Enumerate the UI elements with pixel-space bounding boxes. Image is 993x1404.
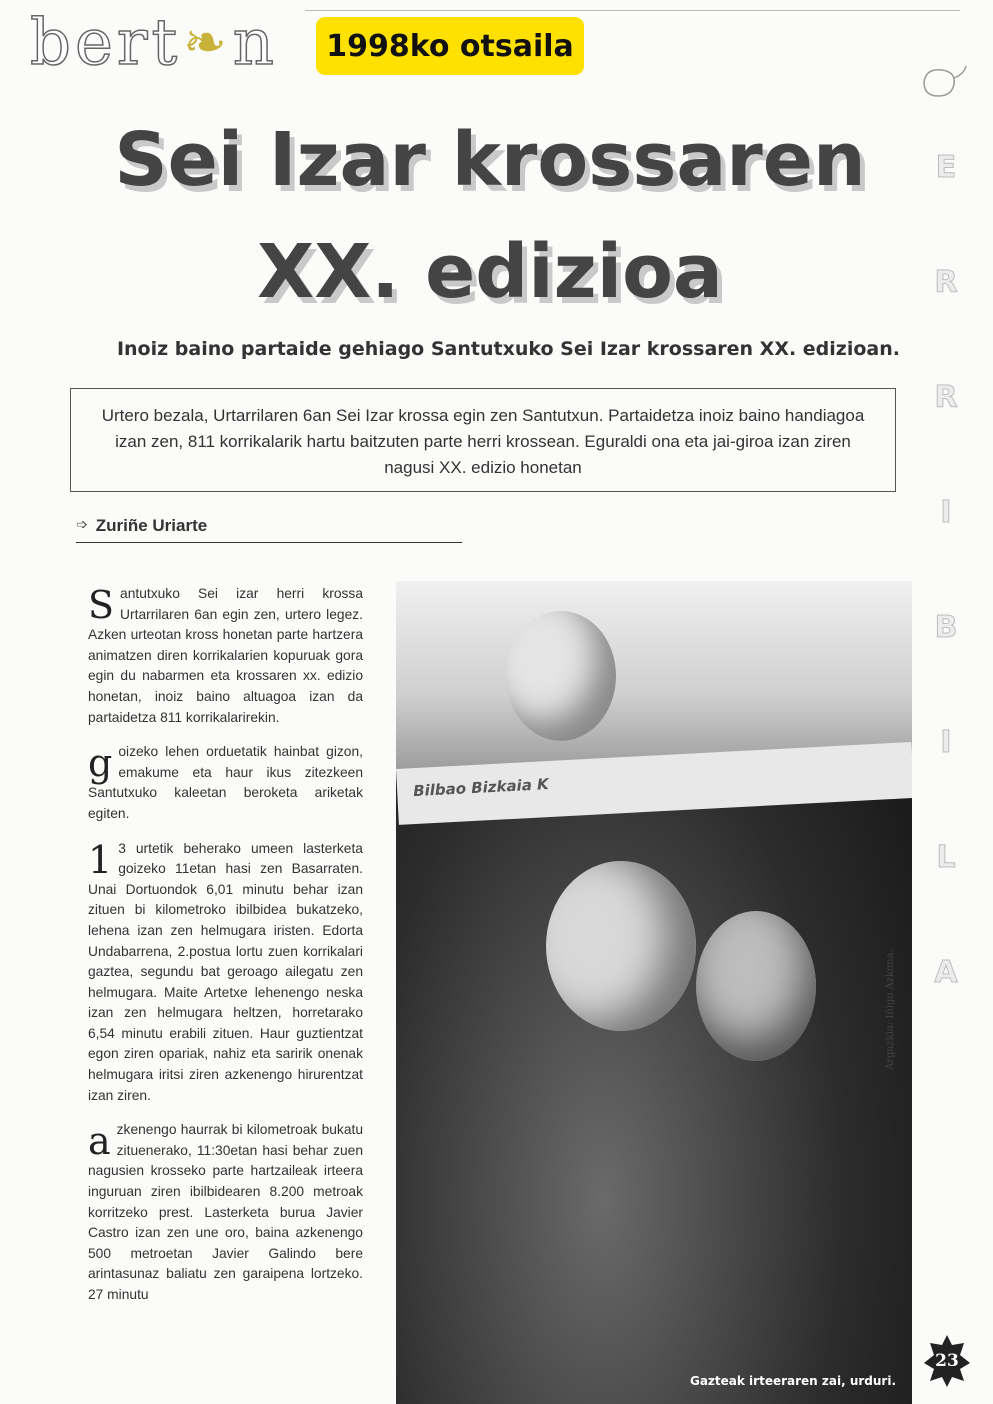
article-body [88,584,363,1320]
section-letter: I [940,495,952,530]
drop-cap: a [88,1119,111,1164]
photo-credit: Argazkia: Iñigo Azkona. [885,949,896,1070]
section-letter: I [940,725,952,760]
author-byline [76,516,462,543]
section-letter: R [934,380,958,415]
paragraph [88,742,363,824]
paragraph [88,584,363,728]
section-label-vertical [926,150,966,990]
paragraph-text: 3 urtetik beherako umeen lasterketa goizeko 11etan hasi zen Basarraten. Unai Dortuondok 6,01 minutu behar izan zituen bi kilometroko ibilbidea bukatzeko, lehena izan zen helmugara iristen. Edorta Undabarrena, 2.postua lortu zuen korrikalari gaztea, segundu bat geroago ailegatu zen helmugara. Maite Artetxe lehenengo neska izan zen helmugara heltzen, horretarako 6,54 minutu erabili zituen. Haur guztientzat egon ziren opariak, nahiz eta saririk onenak helmugara iritsi ziren azkenengo hirurentzat izan ziren. [88,840,363,1103]
photo-banner: Bilbao Bizkaia K [396,742,912,825]
logo-text-right: n [232,6,278,80]
section-letter: A [934,955,958,990]
lead-box: Urtero bezala, Urtarrilaren 6an Sei Izar krossa egin zen Santutxun. Partaidetza inoiz baino handiagoa izan zen, 811 korrikalarik hartu baitzuten parte herri krossean. Eguraldi ona eta jai-giroa izan ziren nagusi XX. edizio honetan [70,388,896,492]
bertan-logo [30,6,278,80]
title-line-1: Sei Izar krossaren [114,117,866,203]
article-title [60,104,920,328]
drop-cap: S [88,583,115,627]
section-letter: B [934,610,958,645]
page-number-text: 23 [935,1351,959,1371]
section-letter: E [935,150,957,185]
page-number [922,1333,972,1389]
drop-cap: g [88,741,113,786]
section-letter: L [936,840,956,875]
paragraph-text: antutxuko Sei izar herri krossa Urtarrilaren 6an egin zen, urtero legez. Azken urteotan kross honetan parte hartzera animatzen diren korrikalarien kopuruak gora egin du nabarmen eta krossaren xx. edizio honetan, inoiz baino altuagoa izan da partaidetza 811 korrikalarirekin. [88,586,363,725]
author-name: Zuriñe Uriarte [95,516,208,535]
leaf-icon: ❧ [183,13,231,73]
issue-date-badge: 1998ko otsaila [316,17,584,75]
photo-face [506,611,616,741]
article-subtitle: Inoiz baino partaide gehiago Santutxuko Sei Izar krossaren XX. edizioan. [116,338,900,360]
drop-cap: 1 [88,837,113,882]
paragraph-text: zkenengo haurrak bi kilometroak bukatu zituenerako, 11:30etan hasi behar zuen nagusien krosseko parte hartzaileak irteera inguruan ziren ibilbidearen 8.200 metroak korritzeko prest. Lasterketa burua Javier Castro izan zen une oro, baina azkenengo 500 metroetan Javier Galindo bere arintasunaz baliatu zen garaipena lortzeko. 27 minutu [88,1122,363,1302]
photo-caption: Gazteak irteeraren zai, urduri. [689,1374,896,1388]
race-photo [396,581,912,1404]
photo-face [546,861,696,1031]
title-line-2: XX. edizioa [257,229,723,315]
paragraph [88,1120,363,1305]
logo-text-left: bert [30,6,182,80]
section-letter: R [934,265,958,300]
paragraph [88,839,363,1107]
photo-face [696,911,816,1061]
arrow-icon: ➩ [76,516,88,532]
paragraph-text: oizeko lehen orduetatik hainbat gizon, emakume eta haur ikus zitezkeen Santutxuko kaleetan beroketa ariketak egiten. [88,744,363,821]
header-rule [305,10,960,11]
corner-ornament-icon [916,60,972,110]
photo-crowd-area [396,581,912,771]
